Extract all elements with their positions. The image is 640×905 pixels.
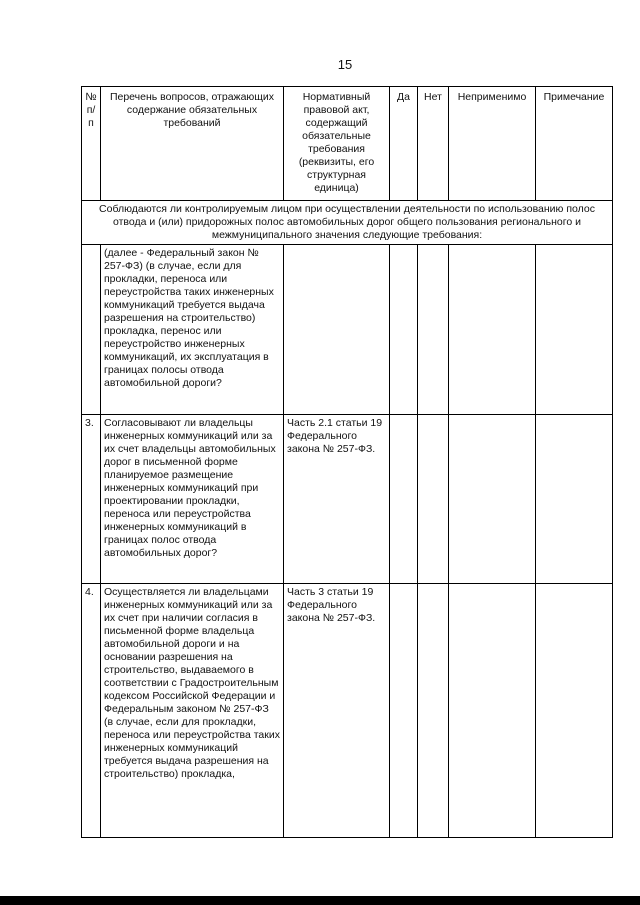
scan-border	[0, 896, 640, 905]
row-no-cell	[418, 415, 449, 584]
row-question: (далее - Федеральный закон № 257-ФЗ) (в случае, если для прокладки, переноса или переустройства таких инженерных коммуникаций требуется выдача разрешения на строительство) прокладка, перенос или переустройство инженерных коммуникаций, их эксплуатация в границах полосы отвода автомобильной дороги?	[101, 245, 284, 415]
row-number: 3.	[82, 415, 101, 584]
table-row	[82, 415, 613, 584]
table-row	[82, 584, 613, 838]
header-not-applicable: Неприменимо	[449, 87, 536, 201]
header-questions: Перечень вопросов, отражающих содержание обязательных требований	[101, 87, 284, 201]
row-note-cell	[536, 415, 613, 584]
row-legal-act	[284, 245, 390, 415]
row-question: Осуществляется ли владельцами инженерных коммуникаций или за их счет при наличии согласия в письменной форме владельца автомобильной дороги и на основании разрешения на строительство, выдаваемого в соответствии с Градостроительным кодексом Российской Федерации и Федеральным законом № 257-ФЗ (в случае, если для прокладки, переноса или переустройства таких инженерных коммуникаций требуется выдача разрешения на строительство) прокладка,	[101, 584, 284, 838]
row-question: Согласовывают ли владельцы инженерных коммуникаций или за их счет владельцы автомобильных дорог в письменной форме планируемое размещение инженерных коммуникаций при проектировании прокладки, переноса или переустройства инженерных коммуникаций в границах полос отвода автомобильных дорог?	[101, 415, 284, 584]
row-legal-act: Часть 2.1 статьи 19 Федерального закона № 257-ФЗ.	[284, 415, 390, 584]
header-note: Примечание	[536, 87, 613, 201]
row-not-applicable-cell	[449, 415, 536, 584]
page-number: 15	[337, 57, 353, 72]
row-not-applicable-cell	[449, 245, 536, 415]
row-note-cell	[536, 245, 613, 415]
header-yes: Да	[390, 87, 418, 201]
row-yes-cell	[390, 584, 418, 838]
row-yes-cell	[390, 415, 418, 584]
row-number: 4.	[82, 584, 101, 838]
header-no: Нет	[418, 87, 449, 201]
table-row	[82, 245, 613, 415]
row-yes-cell	[390, 245, 418, 415]
row-legal-act: Часть 3 статьи 19 Федерального закона № 257-ФЗ.	[284, 584, 390, 838]
row-number	[82, 245, 101, 415]
row-note-cell	[536, 584, 613, 838]
row-no-cell	[418, 584, 449, 838]
row-no-cell	[418, 245, 449, 415]
header-number: № п/п	[82, 87, 101, 201]
row-not-applicable-cell	[449, 584, 536, 838]
section-title-row	[82, 201, 613, 245]
header-legal-act: Нормативный правовой акт, содержащий обязательные требования (реквизиты, его структурная единица)	[284, 87, 390, 201]
table-header-row	[82, 87, 613, 201]
checklist-table	[81, 86, 613, 838]
section-title: Соблюдаются ли контролируемым лицом при осуществлении деятельности по использованию полос отвода и (или) придорожных полос автомобильных дорог общего пользования регионального и межмуниципального значения следующие требования:	[82, 201, 613, 245]
